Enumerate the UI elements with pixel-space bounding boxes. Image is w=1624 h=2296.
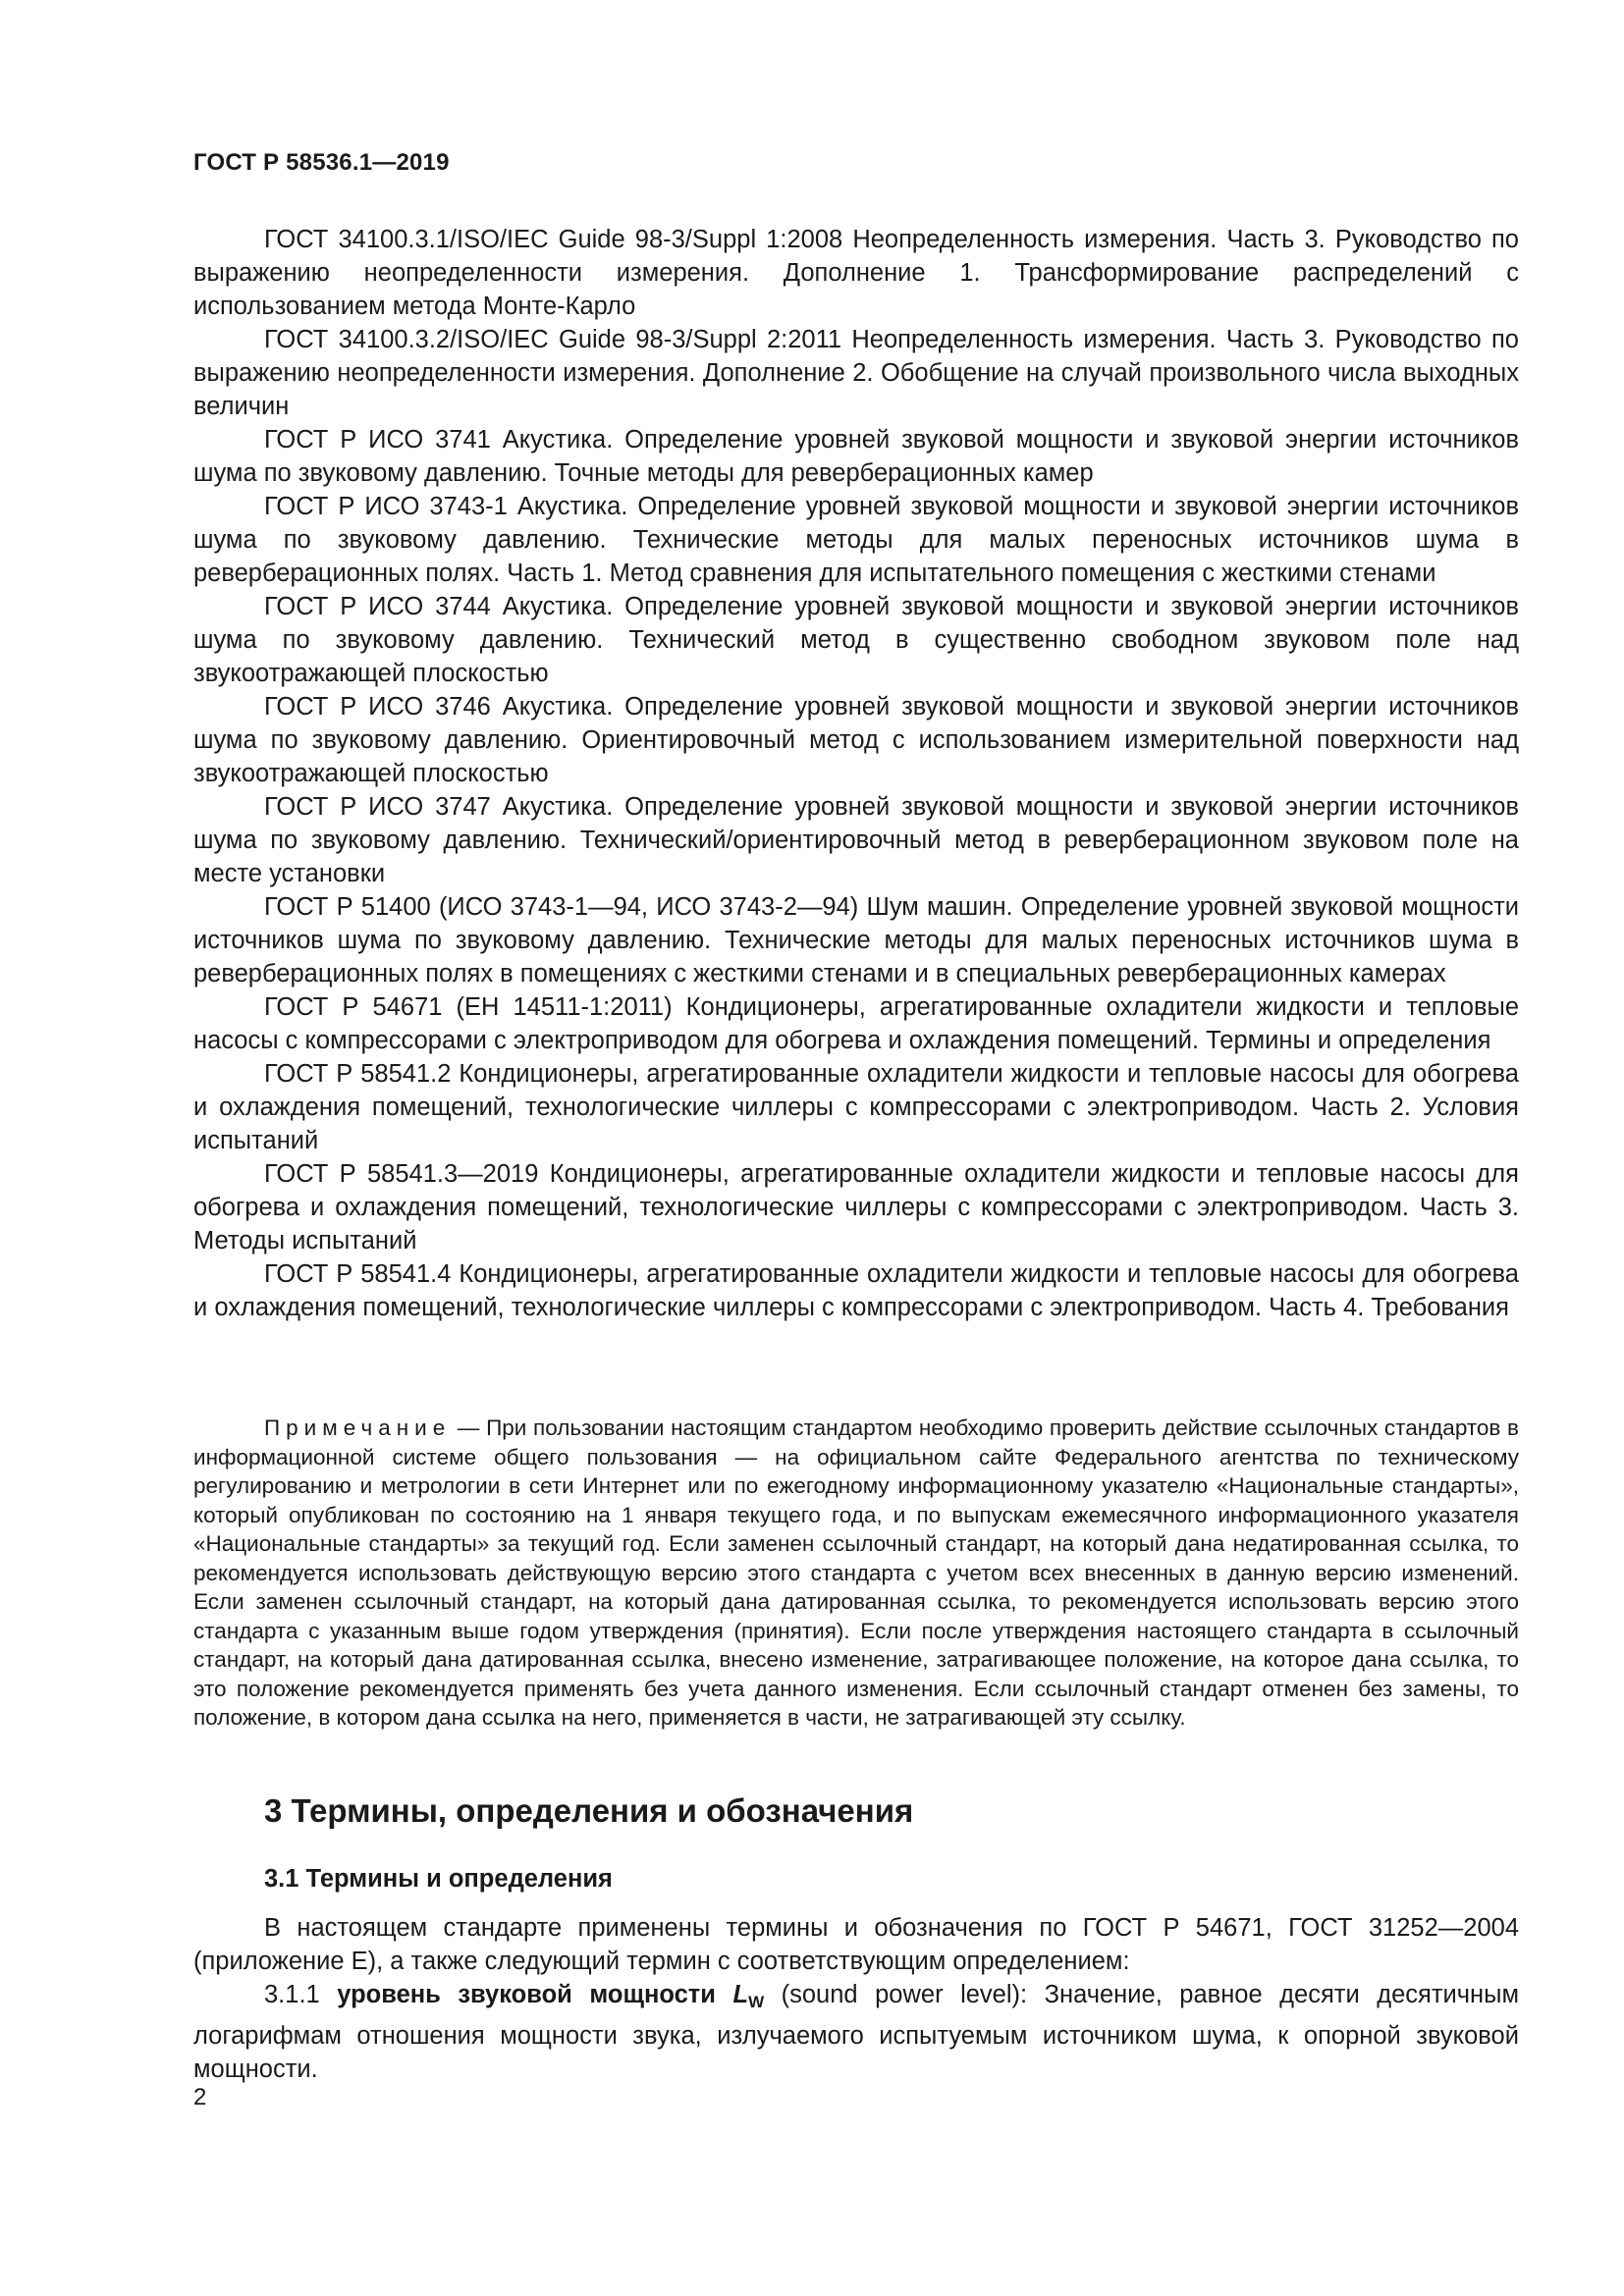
reference-item: ГОСТ Р 51400 (ИСО 3743-1—94, ИСО 3743-2—94) Шум машин. Определение уровней звуковой мощности источников шума по звуковому давлению. Технические методы для малых переносных источников шума в реверберационных полях в помещениях с жесткими стенами и в специальных реверберационных камерах	[193, 893, 1519, 988]
terms-block	[193, 1911, 1519, 2086]
page-number: 2	[193, 2084, 207, 2110]
note-block	[193, 1414, 1519, 1733]
reference-item: ГОСТ Р ИСО 3747 Акустика. Определение уровней звуковой мощности и звуковой энергии источников шума по звуковому давлению. Технический/ориентировочный метод в реверберационном звуковом поле на месте установки	[193, 793, 1519, 887]
note-paragraph	[193, 1414, 1519, 1733]
term-definition: Значение, равное десяти десятичным логарифмам отношения мощности звука, излучаемого испытуемым источником шума, к опорной звуковой мощности.	[193, 1981, 1519, 2083]
reference-item: ГОСТ Р 58541.2 Кондиционеры, агрегатированные охладители жидкости и тепловые насосы для обогрева и охлаждения помещений, технологические чиллеры с компрессорами с электроприводом. Часть 2. Условия испытаний	[193, 1060, 1519, 1154]
term-number: 3.1.1	[264, 1981, 338, 2008]
note-text: — При пользовании настоящим стандартом необходимо проверить действие ссылочных стандартов в информационной системе общего пользования — на официальном сайте Федерального агентства по техническому регулированию и метрологии в сети Интернет или по ежегодному информационному указателю «Национальные стандарты», который опубликован по состоянию на 1 января текущего года, и по выпускам ежемесячного информационного указателя «Национальные стандарты» за текущий год. Если заменен ссылочный стандарт, на который дана недатированная ссылка, то рекомендуется использовать действующую версию этого стандарта с учетом всех внесенных в данную версию изменений. Если заменен ссылочный стандарт, на который дана датированная ссылка, то рекомендуется использовать версию этого стандарта с указанным выше годом утверждения (принятия). Если после утверждения настоящего стандарта в ссылочный стандарт, на который дана датированная ссылка, внесено изменение, затрагивающее положение, на которое дана ссылка, то это положение рекомендуется применять без учета данного изменения. Если ссылочный стандарт отменен без замены, то положение, в котором дана ссылка на него, применяется в части, не затрагивающей эту ссылку.	[193, 1415, 1519, 1730]
term-symbol-subscript: W	[748, 1993, 765, 2011]
reference-item: ГОСТ Р 58541.4 Кондиционеры, агрегатированные охладители жидкости и тепловые насосы для обогрева и охлаждения помещений, технологические чиллеры с компрессорами с электроприводом. Часть 4. Требования	[193, 1260, 1519, 1321]
reference-item: ГОСТ 34100.3.2/ISO/IEC Guide 98-3/Suppl 2:2011 Неопределенность измерения. Часть 3. Руководство по выражению неопределенности измерения. Дополнение 2. Обобщение на случай произвольного числа выходных величин	[193, 326, 1519, 420]
reference-item: ГОСТ Р ИСО 3744 Акустика. Определение уровней звуковой мощности и звуковой энергии источников шума по звуковому давлению. Технический метод в существенно свободном звуковом поле над звукоотражающей плоскостью	[193, 593, 1519, 687]
document-header: ГОСТ Р 58536.1—2019	[193, 149, 450, 176]
term-symbol: L	[732, 1981, 749, 2008]
term-entry	[193, 1978, 1519, 2086]
normative-references-list	[193, 223, 1519, 1324]
reference-item: ГОСТ Р 54671 (ЕН 14511-1:2011) Кондиционеры, агрегатированные охладители жидкости и тепловые насосы с компрессорами с электроприводом для обогрева и охлаждения помещений. Термины и определения	[193, 993, 1519, 1054]
section-3-1-heading: 3.1 Термины и определения	[264, 1865, 613, 1893]
terms-intro: В настоящем стандарте применены термины и обозначения по ГОСТ Р 54671, ГОСТ 31252—2004 (приложение Е), а также следующий термин с соответствующим определением:	[193, 1914, 1519, 1975]
term-english: (sound power level):	[764, 1981, 1028, 2008]
reference-item: ГОСТ Р ИСО 3746 Акустика. Определение уровней звуковой мощности и звуковой энергии источников шума по звуковому давлению. Ориентировочный метод с использованием измерительной поверхности над звукоотражающей плоскостью	[193, 693, 1519, 787]
reference-item: ГОСТ Р 58541.3—2019 Кондиционеры, агрегатированные охладители жидкости и тепловые насосы для обогрева и охлаждения помещений, технологические чиллеры с компрессорами с электроприводом. Часть 3. Методы испытаний	[193, 1160, 1519, 1255]
term-name: уровень звуковой мощности	[337, 1981, 733, 2008]
reference-item: ГОСТ Р ИСО 3743-1 Акустика. Определение уровней звуковой мощности и звуковой энергии источников шума по звуковому давлению. Технические методы для малых переносных источников шума в реверберационных полях. Часть 1. Метод сравнения для испытательного помещения с жесткими стенами	[193, 493, 1519, 587]
note-label: Примечание	[264, 1415, 452, 1440]
section-3-heading: 3 Термины, определения и обозначения	[264, 1792, 914, 1829]
reference-item: ГОСТ Р ИСО 3741 Акустика. Определение уровней звуковой мощности и звуковой энергии источников шума по звуковому давлению. Точные методы для реверберационных камер	[193, 426, 1519, 487]
reference-item: ГОСТ 34100.3.1/ISO/IEC Guide 98-3/Suppl 1:2008 Неопределенность измерения. Часть 3. Руководство по выражению неопределенности измерения. Дополнение 1. Трансформирование распределений с использованием метода Монте-Карло	[193, 226, 1519, 320]
